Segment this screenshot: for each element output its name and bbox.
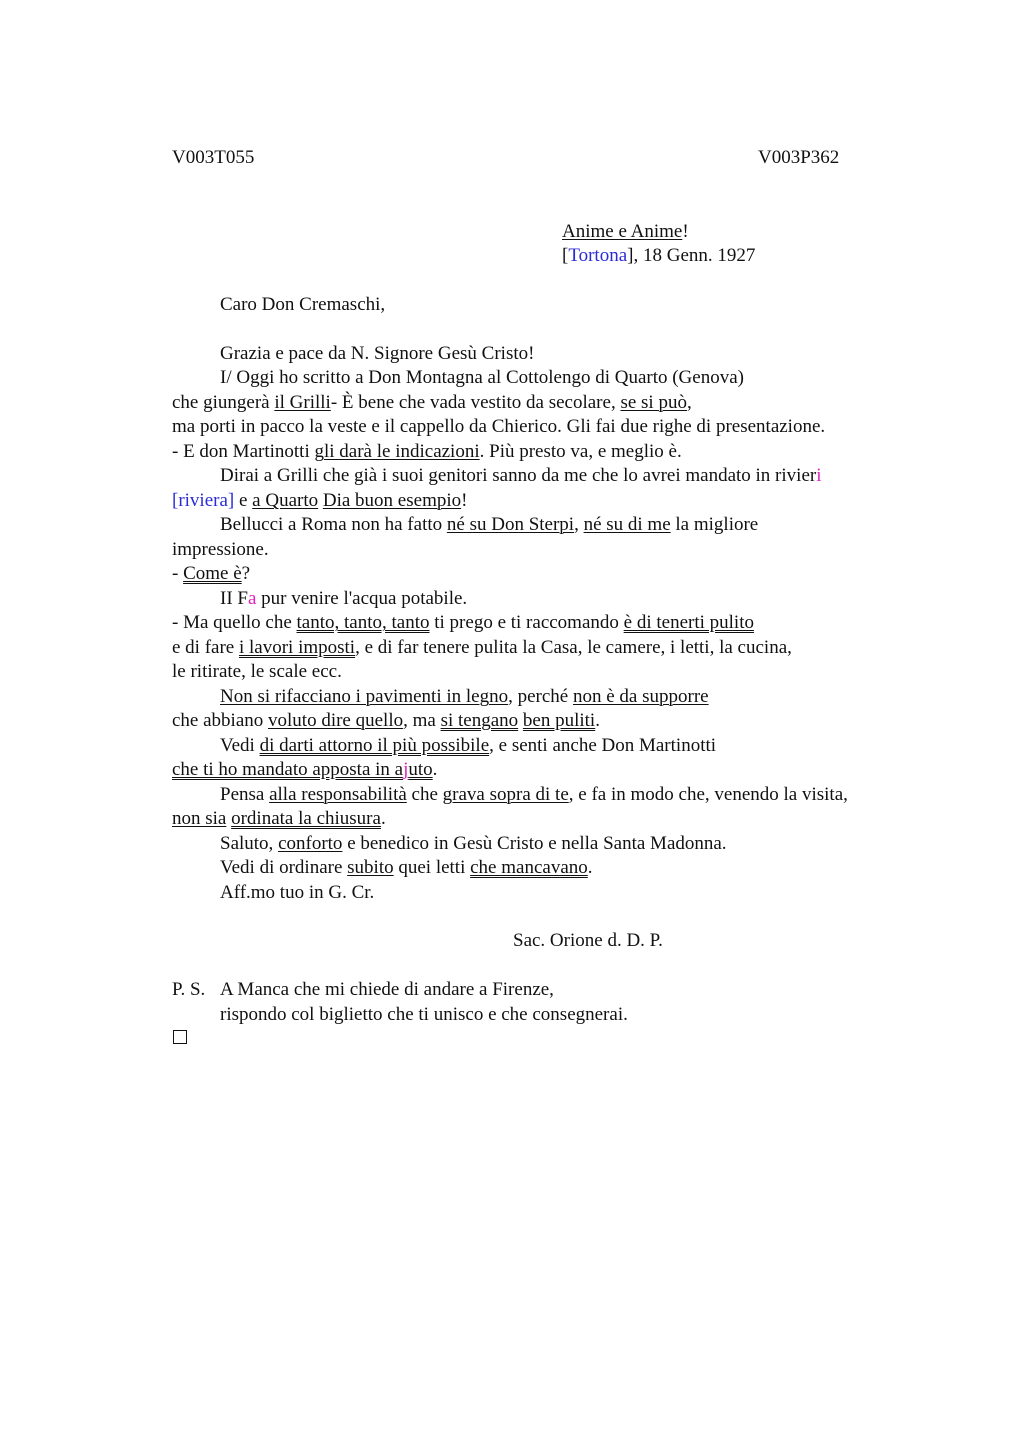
letter-title: Anime e Anime! (562, 221, 689, 242)
body-line: - Come è? (172, 563, 251, 584)
body-line: Vedi di darti attorno il più possibile, e senti anche Don Martinotti (220, 735, 717, 756)
body-line: non sia ordinata la chiusura. (172, 808, 386, 829)
place-date: [Tortona], 18 Genn. 1927 (562, 245, 756, 266)
body-line: che giungerà il Grilli- È bene che vada vestito da secolare, se si può, (172, 392, 692, 413)
correction-mark: a (247, 588, 257, 609)
end-square-icon (173, 1030, 187, 1044)
editorial-insertion: [riviera] (172, 490, 235, 511)
correction-mark: i (816, 465, 822, 486)
editorial-place: Tortona (568, 245, 628, 266)
doc-code-left: V003T055 (172, 147, 255, 168)
body-line: che ti ho mandato apposta in ajuto. (172, 759, 438, 780)
body-line: Saluto, conforto e benedico in Gesù Cristo e nella Santa Madonna. (220, 833, 727, 854)
body-line: I/ Oggi ho scritto a Don Montagna al Cottolengo di Quarto (Genova) (220, 367, 744, 388)
postscript-line: rispondo col biglietto che ti unisco e che consegnerai. (220, 1004, 628, 1025)
body-line: - Ma quello che tanto, tanto, tanto ti prego e ti raccomando è di tenerti pulito (172, 612, 754, 633)
body-line: le ritirate, le scale ecc. (172, 661, 342, 682)
postscript-line: A Manca che mi chiede di andare a Firenze, (220, 979, 554, 1000)
body-line: II Fa pur venire l'acqua potabile. (220, 588, 468, 609)
doc-code-right: V003P362 (758, 147, 840, 168)
body-line: Dirai a Grilli che già i suoi genitori sanno da me che lo avrei mandato in rivieri (220, 465, 822, 486)
body-line: ma porti in pacco la veste e il cappello da Chierico. Gli fai due righe di presentazione. (172, 416, 826, 437)
body-line: Non si rifacciano i pavimenti in legno, perché non è da supporre (220, 686, 709, 707)
title-underlined: Anime e Anime (562, 221, 683, 242)
salutation: Caro Don Cremaschi, (220, 294, 386, 315)
body-line: impressione. (172, 539, 269, 560)
body-line: e di fare i lavori imposti, e di far tenere pulita la Casa, le camere, i letti, la cucina, (172, 637, 792, 658)
correction-mark: j (403, 759, 409, 780)
body-line: - E don Martinotti gli darà le indicazioni. Più presto va, e meglio è. (172, 441, 682, 462)
body-line: Vedi di ordinare subito quei letti che mancavano. (220, 857, 593, 878)
body-line: Pensa alla responsabilità che grava sopra di te, e fa in modo che, venendo la visita, (220, 784, 848, 805)
body-line: Bellucci a Roma non ha fatto né su Don Sterpi, né su di me la migliore (220, 514, 759, 535)
postscript-label: P. S. (172, 979, 206, 1000)
closing: Aff.mo tuo in G. Cr. (220, 882, 375, 903)
body-line: [riviera] e a Quarto Dia buon esempio! (172, 490, 468, 511)
body-line: che abbiano voluto dire quello, ma si tengano ben puliti. (172, 710, 600, 731)
greeting: Grazia e pace da N. Signore Gesù Cristo! (220, 343, 535, 364)
signature: Sac. Orione d. D. P. (513, 930, 663, 951)
